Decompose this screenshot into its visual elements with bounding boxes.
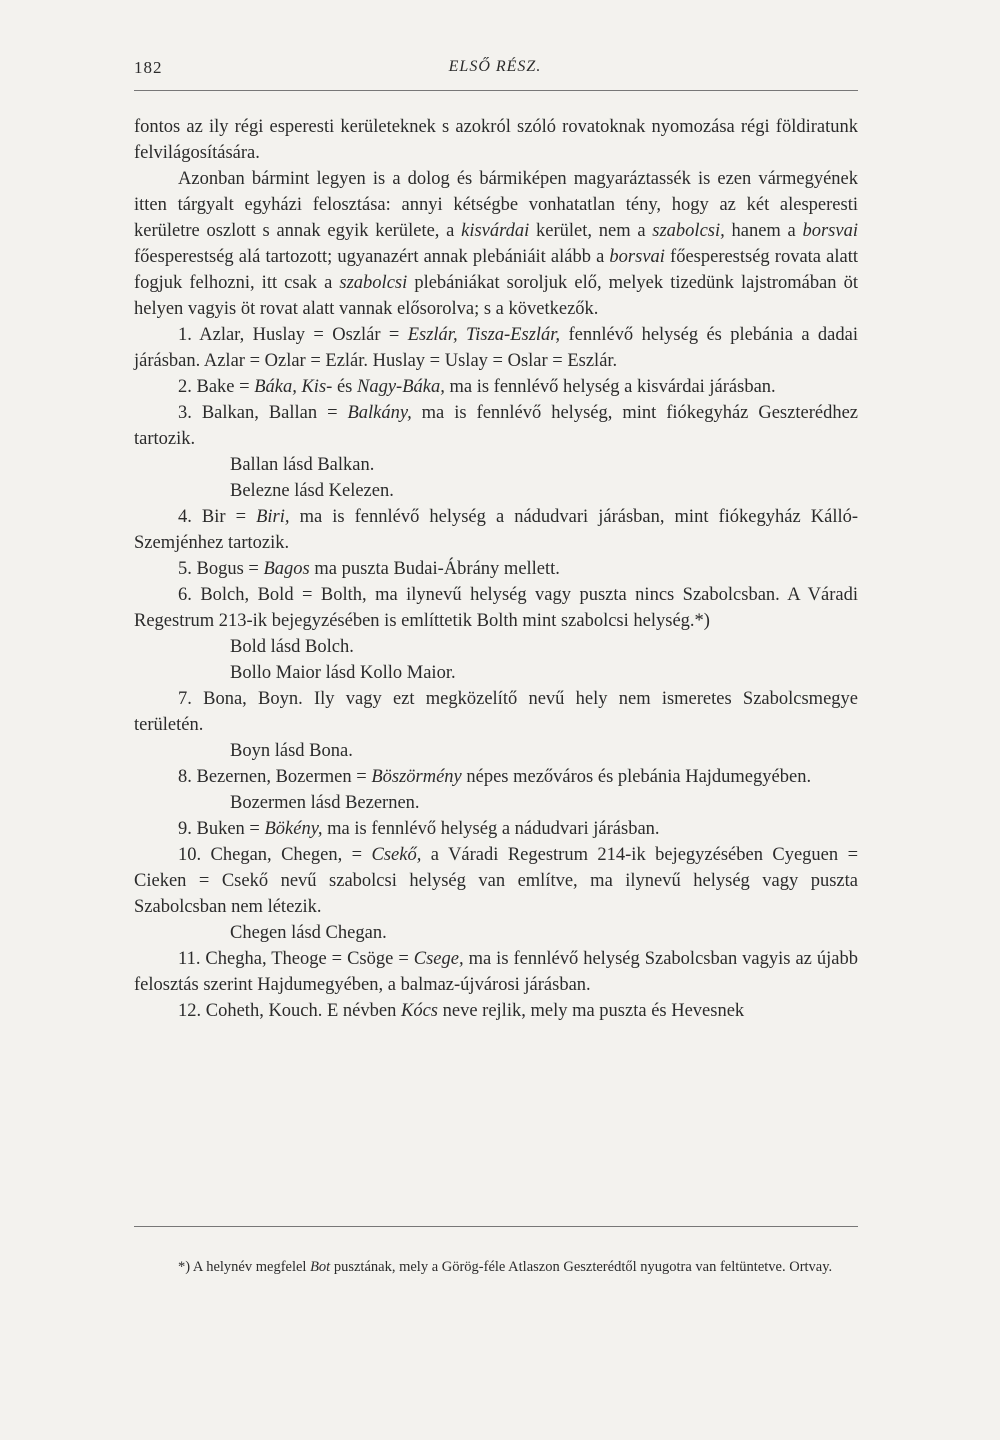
- entry-9: 9. Buken = Bökény, ma is fennlévő helység a nádudvari járásban.: [178, 819, 660, 839]
- paragraph-intro: Azonban bármint legyen is a dolog és bármiképen magyaráztassék is ezen vármegyének itten tárgyalt egyházi felosztása: annyi kétségbe vonhatatlan tény, hogy az két alesperesti kerületre oszlott s annak egyik kerülete, a kisvárdai kerület, nem a szabolcsi, hanem a borsvai főesperestség alá tartozott; ugyanazért annak plebániáit alább a borsvai főesperestség rovata alatt fogjuk felhozni, itt csak a szabolcsi plebániákat soroljuk elő, melyek tizedünk lajstromában öt helyen vagyis öt rovat alatt vannak elősorolva; s a következők.: [134, 169, 858, 319]
- main-text: [134, 114, 858, 1024]
- cross-reference: Bollo Maior lásd Kollo Maior.: [230, 663, 456, 683]
- footnote: [134, 1257, 858, 1278]
- entry-11: 11. Chegha, Theoge = Csöge = Csege, ma is fennlévő helység Szabolcsban vagyis az újabb felosztás szerint Hajdumegyében, a balmaz-újvárosi járásban.: [134, 949, 858, 995]
- running-title: ELSŐ RÉSZ.: [448, 58, 542, 75]
- entry-8: 8. Bezernen, Bozermen = Böszörmény népes mezőváros és plebánia Hajdumegyében.: [178, 767, 812, 787]
- footnote-rule: [134, 1226, 858, 1227]
- running-header: [134, 58, 856, 88]
- cross-reference: Chegen lásd Chegan.: [230, 923, 387, 943]
- cross-reference: Ballan lásd Balkan.: [230, 455, 375, 475]
- entry-4: 4. Bir = Biri, ma is fennlévő helység a nádudvari járásban, mint fiókegyház Kálló-Szemjénhez tartozik.: [134, 507, 859, 553]
- entry-2: 2. Bake = Báka, Kis- és Nagy-Báka, ma is fennlévő helység a kisvárdai járásban.: [178, 377, 776, 397]
- entry-6: 6. Bolch, Bold = Bolth, ma ilynevű helység vagy puszta nincs Szabolcsban. A Váradi Regestrum 213-ik bejegyzésében is említtetik Bolth mint szabolcsi helység.*): [134, 585, 858, 631]
- entry-12: 12. Coheth, Kouch. E névben Kócs neve rejlik, mely ma puszta és Hevesnek: [178, 1001, 745, 1021]
- cross-reference: Belezne lásd Kelezen.: [230, 481, 394, 501]
- entry-10: 10. Chegan, Chegen, = Csekő, a Váradi Regestrum 214-ik bejegyzésében Cyeguen = Cieken = Csekő nevű szabolcsi helység van említve, ma ilynevű helység vagy puszta Szabolcsban nem létezik.: [134, 845, 858, 917]
- cross-reference: Bozermen lásd Bezernen.: [230, 793, 420, 813]
- entry-3: 3. Balkan, Ballan = Balkány, ma is fennlévő helység, mint fiókegyház Geszterédhez tartozik.: [134, 403, 858, 449]
- footnote-text: *) A helynév megfelel Bot pusztának, mely a Görög-féle Atlaszon Geszterédtől nyugotra van feltüntetve. Ortvay.: [178, 1259, 833, 1275]
- paragraph-continued: fontos az ily régi esperesti kerületeknek s azokról szóló rovatoknak nyomozása régi földiratunk felvilágosítására.: [134, 117, 858, 163]
- entry-7: 7. Bona, Boyn. Ily vagy ezt megközelítő nevű hely nem ismeretes Szabolcsmegye területén.: [134, 689, 858, 735]
- page-number: 182: [134, 58, 163, 77]
- cross-reference: Boyn lásd Bona.: [230, 741, 353, 761]
- entry-1: 1. Azlar, Huslay = Oszlár = Eszlár, Tisza-Eszlár, fennlévő helység és plebánia a dadai járásban. Azlar = Ozlar = Ezlár. Huslay = Uslay = Oslar = Eszlár.: [134, 325, 858, 371]
- cross-reference: Bold lásd Bolch.: [230, 637, 354, 657]
- entry-5: 5. Bogus = Bagos ma puszta Budai-Ábrány mellett.: [178, 559, 560, 579]
- header-rule: [134, 90, 858, 91]
